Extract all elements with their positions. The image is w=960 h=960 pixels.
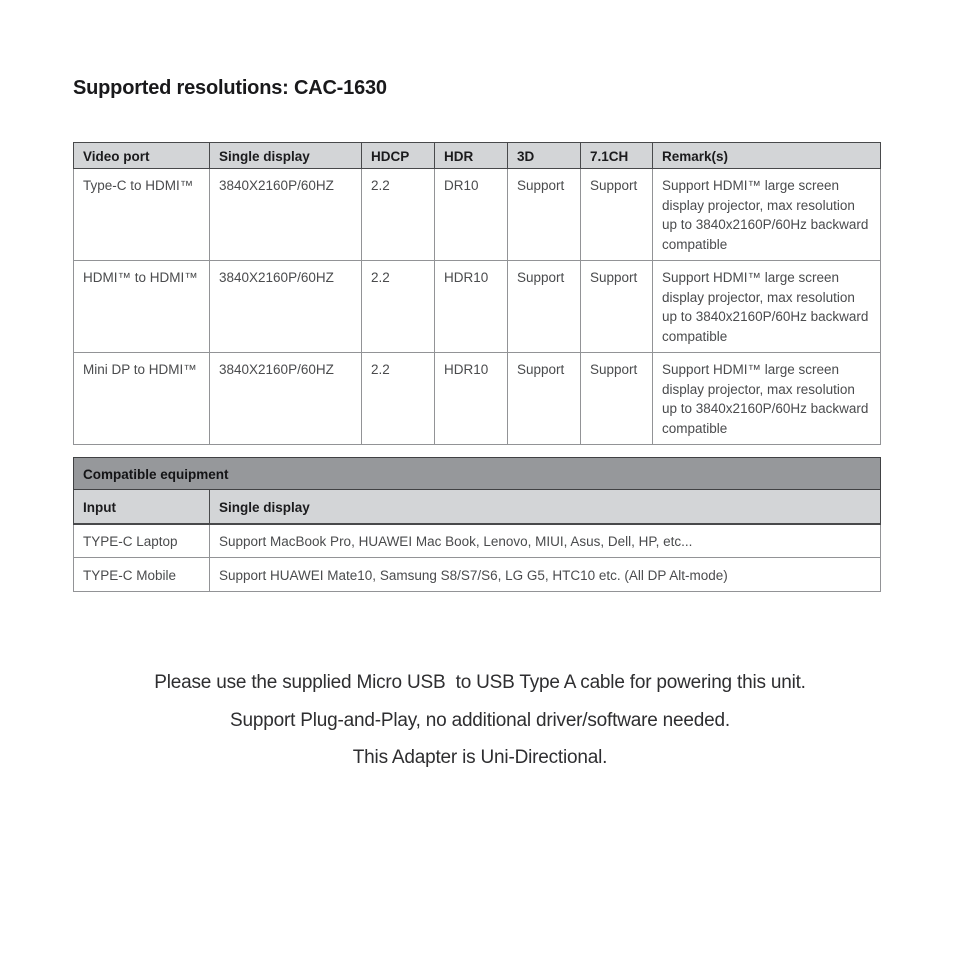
cell-single-display: Support MacBook Pro, HUAWEI Mac Book, Lenovo, MIUI, Asus, Dell, HP, etc... xyxy=(210,524,881,558)
cell-3d: Support xyxy=(508,261,581,353)
note-power-cable: Please use the supplied Micro USB to USB Type A cable for powering this unit. xyxy=(154,672,806,693)
column-header-single-display: Single display xyxy=(210,490,881,524)
cell-single-display: Support HUAWEI Mate10, Samsung S8/S7/S6, LG G5, HTC10 etc. (All DP Alt-mode) xyxy=(210,558,881,592)
column-header-71ch: 7.1CH xyxy=(581,143,653,169)
usage-notes xyxy=(0,664,960,777)
cell-video-port: Type-C to HDMI™ xyxy=(74,169,210,261)
supported-resolutions-table xyxy=(73,142,881,445)
cell-3d: Support xyxy=(508,169,581,261)
column-header-video-port: Video port xyxy=(74,143,210,169)
cell-hdr: HDR10 xyxy=(435,353,508,445)
table-row xyxy=(74,558,881,592)
column-header-3d: 3D xyxy=(508,143,581,169)
cell-hdr: DR10 xyxy=(435,169,508,261)
table-row xyxy=(74,353,881,445)
note-uni-directional: This Adapter is Uni-Directional. xyxy=(352,747,608,768)
page-title: Supported resolutions: CAC-1630 xyxy=(73,77,387,99)
cell-71ch: Support xyxy=(581,169,653,261)
cell-71ch: Support xyxy=(581,261,653,353)
column-header-single-display: Single display xyxy=(210,143,362,169)
cell-hdr: HDR10 xyxy=(435,261,508,353)
cell-remark: Support HDMI™ large screen display projector, max resolution up to 3840x2160P/60Hz backward compatible xyxy=(653,261,881,353)
cell-remark: Support HDMI™ large screen display projector, max resolution up to 3840x2160P/60Hz backward compatible xyxy=(653,169,881,261)
table-header-row xyxy=(74,143,881,169)
cell-remark: Support HDMI™ large screen display projector, max resolution up to 3840x2160P/60Hz backward compatible xyxy=(653,353,881,445)
table-row xyxy=(74,169,881,261)
cell-video-port: Mini DP to HDMI™ xyxy=(74,353,210,445)
cell-single-display: 3840X2160P/60HZ xyxy=(210,261,362,353)
compatible-equipment-table xyxy=(73,457,881,592)
cell-input: TYPE-C Mobile xyxy=(74,558,210,592)
cell-71ch: Support xyxy=(581,353,653,445)
cell-hdcp: 2.2 xyxy=(362,261,435,353)
cell-hdcp: 2.2 xyxy=(362,353,435,445)
column-header-hdr: HDR xyxy=(435,143,508,169)
cell-input: TYPE-C Laptop xyxy=(74,524,210,558)
table-row xyxy=(74,524,881,558)
cell-single-display: 3840X2160P/60HZ xyxy=(210,169,362,261)
table-header-row xyxy=(74,490,881,524)
cell-hdcp: 2.2 xyxy=(362,169,435,261)
column-header-remarks: Remark(s) xyxy=(653,143,881,169)
table-band-row xyxy=(74,458,881,490)
column-header-input: Input xyxy=(74,490,210,524)
cell-single-display: 3840X2160P/60HZ xyxy=(210,353,362,445)
cell-video-port: HDMI™ to HDMI™ xyxy=(74,261,210,353)
column-header-hdcp: HDCP xyxy=(362,143,435,169)
cell-3d: Support xyxy=(508,353,581,445)
table-band-title: Compatible equipment xyxy=(74,458,881,490)
note-plug-and-play: Support Plug-and-Play, no additional driver/software needed. xyxy=(230,709,730,731)
table-row xyxy=(74,261,881,353)
